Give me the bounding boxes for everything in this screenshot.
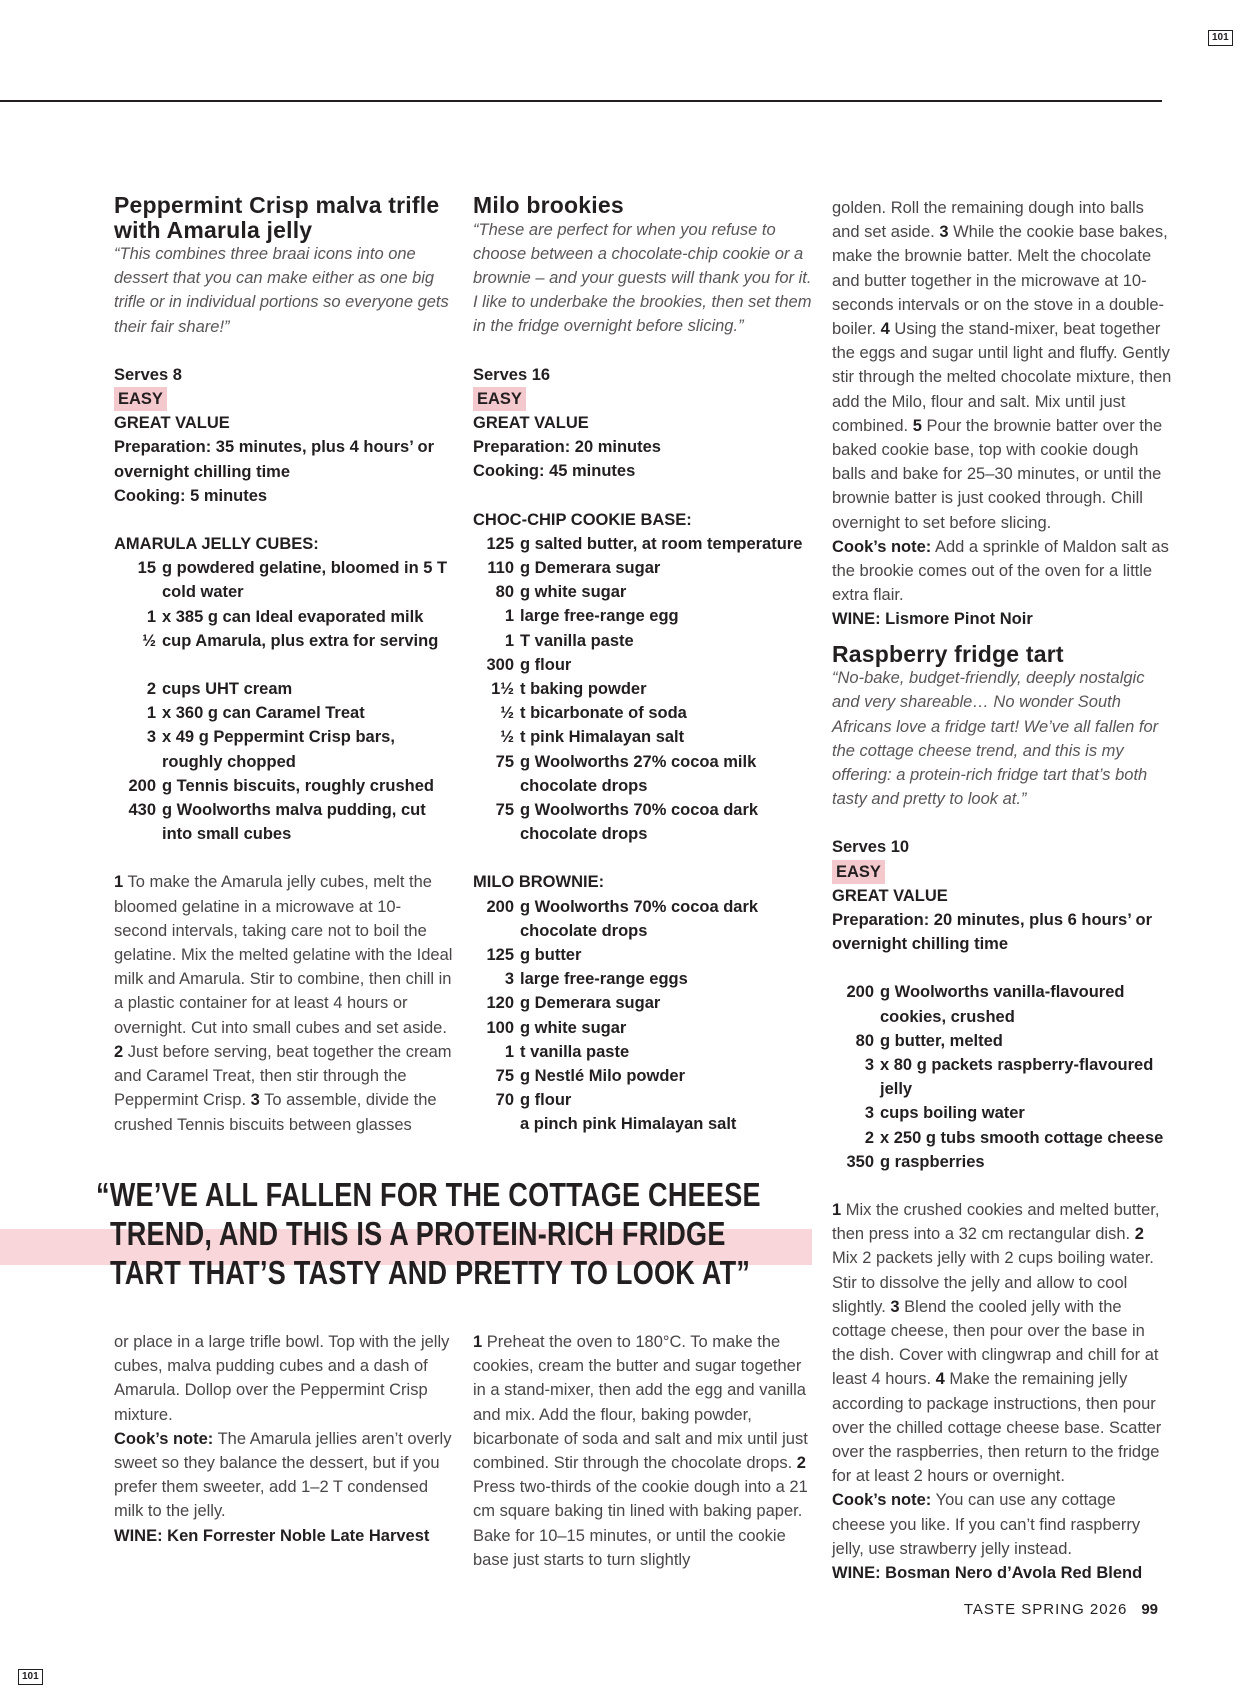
recipe2-wine: WINE: Lismore Pinot Noir: [832, 610, 1033, 629]
ingredient-row: [473, 629, 813, 653]
ingredient-text: g powdered gelatine, bloomed in 5 T cold water: [162, 559, 448, 602]
ingredient-quantity: 70: [495, 1091, 514, 1110]
page-box-bottom: 101: [18, 1669, 43, 1685]
ingredient-quantity: 1: [146, 704, 156, 723]
recipe3-easy-badge: EASY: [832, 860, 885, 884]
ingredient-row: [832, 1053, 1172, 1101]
recipe1-wine: WINE: Ken Forrester Noble Late Harvest: [114, 1526, 430, 1545]
ingredient-quantity: 350: [846, 1152, 874, 1171]
ingredient-row: [114, 629, 454, 653]
recipe1-serves: Serves 8: [114, 365, 182, 384]
ingredient-quantity: 300: [486, 655, 514, 674]
ingredient-text: g Woolworths malva pudding, cut into small cubes: [162, 801, 426, 844]
ingredient-quantity: 125: [486, 534, 514, 553]
ingredient-quantity: 75: [495, 1067, 514, 1085]
recipe3-method: 1 Mix the crushed cookies and melted butter, then press into a 32 cm rectangular dish. 2 Mix 2 packets jelly with 2 cups boiling water. Stir to dissolve the jelly and allow to cool slightly. 3 Blend the cooled jelly with the cottage cheese, then pour over the base in the dish. Cover with clingwrap and chill for at least 4 hours. 4 Make the remaining jelly according to package instructions, then pour over the chilled cottage cheese base. Scatter over the raspberries, then return to the fridge for at least 2 hours or overnight.: [832, 1201, 1162, 1486]
recipe3-serves: Serves 10: [832, 838, 910, 857]
ingredient-quantity: 3: [864, 1104, 874, 1123]
recipe1-ingredients-a: [114, 556, 454, 653]
ingredient-text: g Tennis biscuits, roughly crushed: [162, 776, 434, 795]
ingredient-quantity: 2: [864, 1128, 874, 1147]
ingredient-row: [473, 580, 813, 604]
header-rule: [0, 100, 1162, 102]
recipe3-cooks-note: Cook’s note: You can use any cottage cheese you like. If you can’t find raspberry jelly, use strawberry jelly instead.: [832, 1491, 1141, 1558]
recipe3-prep: Preparation: 20 minutes, plus 6 hours’ or overnight chilling time: [832, 910, 1152, 954]
ingredient-row: [473, 701, 813, 725]
ingredient-text: g salted butter, at room temperature: [520, 534, 803, 553]
recipe2-title: Milo brookies: [473, 192, 624, 218]
recipe2-easy-badge: EASY: [473, 387, 526, 411]
ingredient-text: cups UHT cream: [162, 680, 293, 699]
ingredient-quantity: 1: [504, 607, 514, 626]
ingredient-text: t vanilla paste: [520, 1042, 630, 1061]
ingredient-quantity: 200: [846, 983, 874, 1002]
recipe2-prep: Preparation: 20 minutes: [473, 438, 661, 457]
ingredient-row: [114, 798, 454, 846]
recipe3-column: [832, 196, 1172, 1585]
ingredient-text: g Woolworths 27% cocoa milk chocolate drops: [520, 752, 757, 795]
ingredient-text: g Nestlé Milo powder: [520, 1067, 686, 1085]
recipe1-title: Peppermint Crisp malva trifle with Amarula jelly: [114, 192, 440, 243]
recipe1-easy-badge: EASY: [114, 387, 167, 411]
ingredient-text: x 80 g packets raspberry-flavoured jelly: [880, 1056, 1154, 1099]
ingredient-row: [473, 1112, 813, 1136]
ingredient-row: [473, 653, 813, 677]
recipe1-cook: Cooking: 5 minutes: [114, 486, 268, 505]
ingredient-row: [114, 605, 454, 629]
ingredient-row: [473, 725, 813, 749]
ingredient-quantity: 1: [504, 631, 514, 650]
recipe2-intro: “These are perfect for when you refuse to choose between a chocolate-chip cookie or a brownie – and your guests will thank you for it. I like to underbake the brookies, then set them in the fridge overnight before slicing.”: [473, 220, 812, 336]
recipe2-section2: MILO BROWNIE:: [473, 873, 605, 892]
ingredient-row: [832, 1029, 1172, 1053]
ingredient-row: [473, 1088, 813, 1112]
ingredient-text: x 49 g Peppermint Crisp bars, roughly chopped: [162, 728, 395, 771]
ingredient-row: [473, 1040, 813, 1064]
ingredient-text: g flour: [520, 655, 572, 674]
ingredient-row: [114, 725, 454, 773]
ingredient-quantity: 100: [486, 1018, 514, 1037]
recipe1-prep: Preparation: 35 minutes, plus 4 hours’ or overnight chilling time: [114, 438, 434, 481]
ingredient-text: g white sugar: [520, 583, 627, 602]
ingredient-row: [114, 556, 454, 604]
ingredient-row: [473, 1064, 813, 1088]
ingredient-text: x 250 g tubs smooth cottage cheese: [880, 1128, 1164, 1147]
ingredient-quantity: 80: [495, 583, 514, 602]
recipe3-wine: WINE: Bosman Nero d’Avola Red Blend: [832, 1564, 1143, 1583]
ingredient-row: [473, 991, 813, 1015]
ingredient-quantity: 3: [864, 1056, 874, 1074]
ingredient-row: [832, 980, 1172, 1028]
ingredient-row: [114, 701, 454, 725]
ingredient-row: [473, 967, 813, 991]
ingredient-row: [114, 774, 454, 798]
ingredient-quantity: 125: [486, 945, 514, 964]
ingredient-text: t bicarbonate of soda: [520, 704, 687, 723]
recipe2-method: 1 Preheat the oven to 180°C. To make the cookies, cream the butter and sugar together in a stand-mixer, then add the egg and vanilla and mix. Add the flour, baking powder, bicarbonate of soda and salt and mix until just combined. Stir through the chocolate drops. 2 Press two-thirds of the cookie dough into a 21 cm square baking tin lined with baking paper. Bake for 10–15 minutes, or until the cookie base just starts to turn slightly: [473, 1333, 808, 1569]
magazine-issue: TASTE SPRING 2026: [963, 1601, 1128, 1618]
ingredient-quantity: ½: [500, 728, 514, 747]
ingredient-row: [473, 604, 813, 628]
ingredient-text: g Demerara sugar: [520, 994, 661, 1013]
ingredient-text: cup Amarula, plus extra for serving: [162, 631, 439, 650]
recipe2-cooks-note: Cook’s note: Add a sprinkle of Maldon salt as the brookie comes out of the oven for a little extra flair.: [832, 537, 1169, 605]
ingredient-text: g white sugar: [520, 1018, 627, 1037]
recipe1-method-continued: or place in a large trifle bowl. Top with the jelly cubes, malva pudding cubes and a dash of Amarula. Dollop over the Peppermint Crisp mixture.: [114, 1333, 450, 1424]
ingredient-quantity: ½: [142, 631, 156, 650]
ingredient-text: x 385 g can Ideal evaporated milk: [162, 607, 424, 626]
ingredient-text: large free-range egg: [520, 607, 679, 626]
page-footer: [964, 1601, 1158, 1618]
ingredient-quantity: [473, 1112, 520, 1136]
ingredient-text: cups boiling water: [880, 1104, 1025, 1123]
recipe2-method-continued: golden. Roll the remaining dough into balls and set aside. 3 While the cookie base bakes, make the brownie batter. Melt the chocolate and butter together in the microwave at 10-seconds intervals or on the stove in a double-boiler. 4 Using the stand-mixer, beat together the eggs and sugar until light and fluffy. Gently stir through the melted chocolate mixture, then add the Milo, flour and salt. Mix until just combined. 5 Pour the brownie batter over the baked cookie base, top with cookie dough balls and bake for 25–30 minutes, or until the brownie batter is just cooked through. Chill overnight to set before slicing.: [832, 199, 1172, 532]
ingredient-text: x 360 g can Caramel Treat: [162, 704, 365, 723]
ingredient-quantity: 75: [495, 800, 514, 819]
recipe1-intro: “This combines three braai icons into one dessert that you can make either as one big trifle or in individual portions so everyone gets their fair share!”: [114, 245, 449, 336]
recipe3-ingredients: [832, 980, 1172, 1174]
ingredient-row: [473, 943, 813, 967]
ingredient-row: [114, 677, 454, 701]
recipe2-ingredients-b: [473, 895, 813, 1137]
recipe2-value: GREAT VALUE: [473, 413, 589, 432]
ingredient-text: T vanilla paste: [520, 631, 634, 650]
ingredient-quantity: 1: [504, 1042, 514, 1061]
recipe1-section: AMARULA JELLY CUBES:: [114, 535, 319, 554]
ingredient-row: [473, 798, 813, 846]
recipe2-section1: CHOC-CHIP COOKIE BASE:: [473, 510, 692, 529]
recipe1-column-bottom: [114, 1330, 454, 1548]
ingredient-quantity: 3: [504, 970, 514, 989]
recipe1-cooks-note: Cook’s note: The Amarula jellies aren’t overly sweet so they balance the dessert, but if you prefer them sweeter, add 1–2 T condensed milk to the jelly.: [114, 1429, 452, 1521]
ingredient-quantity: 3: [146, 728, 156, 747]
ingredient-text: g Demerara sugar: [520, 558, 661, 577]
ingredient-text: g Woolworths 70% cocoa dark chocolate drops: [520, 800, 759, 844]
ingredient-quantity: 200: [128, 776, 156, 795]
ingredient-quantity: 120: [486, 994, 514, 1013]
recipe2-serves: Serves 16: [473, 365, 551, 384]
ingredient-quantity: 110: [487, 558, 514, 577]
recipe3-title: Raspberry fridge tart: [832, 640, 1064, 667]
recipe1-value: GREAT VALUE: [114, 414, 230, 433]
ingredient-row: [832, 1150, 1172, 1174]
recipe1-method: 1 To make the Amarula jelly cubes, melt the bloomed gelatine in a microwave at 10-second intervals, taking care not to boil the gelatine. Mix the melted gelatine with the Ideal milk and Amarula. Stir to combine, then chill in a plastic container for at least 4 hours or overnight. Cut into small cubes and set aside. 2 Just before serving, beat together the cream and Caramel Treat, then stir through the Peppermint Crisp. 3 To assemble, divide the crushed Tennis biscuits between glasses: [114, 873, 453, 1134]
ingredient-quantity: 1½: [491, 679, 514, 698]
ingredient-text: g flour: [520, 1091, 572, 1110]
recipe3-intro: “No-bake, budget-friendly, deeply nostalgic and very shareable… No wonder South Africans love a fridge tart! We’ve all fallen for the cottage cheese trend, and this is my offering: a protein-rich fridge tart that’s both tasty and pretty to look at.”: [832, 669, 1159, 809]
ingredient-quantity: 2: [146, 680, 156, 699]
page-number: 99: [1141, 1601, 1158, 1618]
ingredient-text: g butter: [520, 945, 582, 964]
ingredient-text: t pink Himalayan salt: [520, 728, 685, 747]
page-box-top: 101: [1208, 30, 1233, 46]
ingredient-quantity: 1: [146, 607, 156, 626]
recipe1-ingredients-b: [114, 677, 454, 846]
ingredient-row: [473, 750, 813, 798]
ingredient-row: [473, 532, 813, 556]
ingredient-quantity: 15: [137, 559, 156, 578]
ingredient-text: g raspberries: [880, 1152, 985, 1171]
recipe2-cook: Cooking: 45 minutes: [473, 462, 636, 481]
ingredient-quantity: 80: [855, 1031, 874, 1050]
ingredient-row: [473, 1016, 813, 1040]
ingredient-quantity: 200: [486, 897, 514, 916]
recipe2-ingredients-a: [473, 532, 813, 847]
recipe2-column: [473, 193, 813, 1137]
ingredient-quantity: 75: [495, 752, 514, 771]
ingredient-row: [832, 1101, 1172, 1125]
ingredient-quantity: 430: [128, 801, 156, 820]
ingredient-quantity: ½: [500, 704, 514, 723]
recipe1-column: [114, 193, 454, 1137]
ingredient-text: t baking powder: [520, 679, 647, 698]
ingredient-text: g Woolworths 70% cocoa dark chocolate drops: [520, 897, 759, 940]
ingredient-row: [473, 895, 813, 943]
ingredient-text: large free-range eggs: [520, 970, 688, 989]
ingredient-text: g Woolworths vanilla-flavoured cookies, crushed: [880, 983, 1125, 1026]
recipe3-value: GREAT VALUE: [832, 886, 948, 905]
ingredient-row: [832, 1126, 1172, 1150]
ingredient-text: a pinch pink Himalayan salt: [520, 1115, 737, 1134]
pullquote: “WE’VE ALL FALLEN FOR THE COTTAGE CHEESE TREND, AND THIS IS A PROTEIN-RICH FRIDGE TART THAT’S TASTY AND PRETTY TO LOOK AT”: [96, 1176, 761, 1291]
recipe2-column-bottom: [473, 1330, 813, 1572]
ingredient-text: g butter, melted: [880, 1031, 1003, 1050]
ingredient-row: [473, 677, 813, 701]
ingredient-row: [473, 556, 813, 580]
